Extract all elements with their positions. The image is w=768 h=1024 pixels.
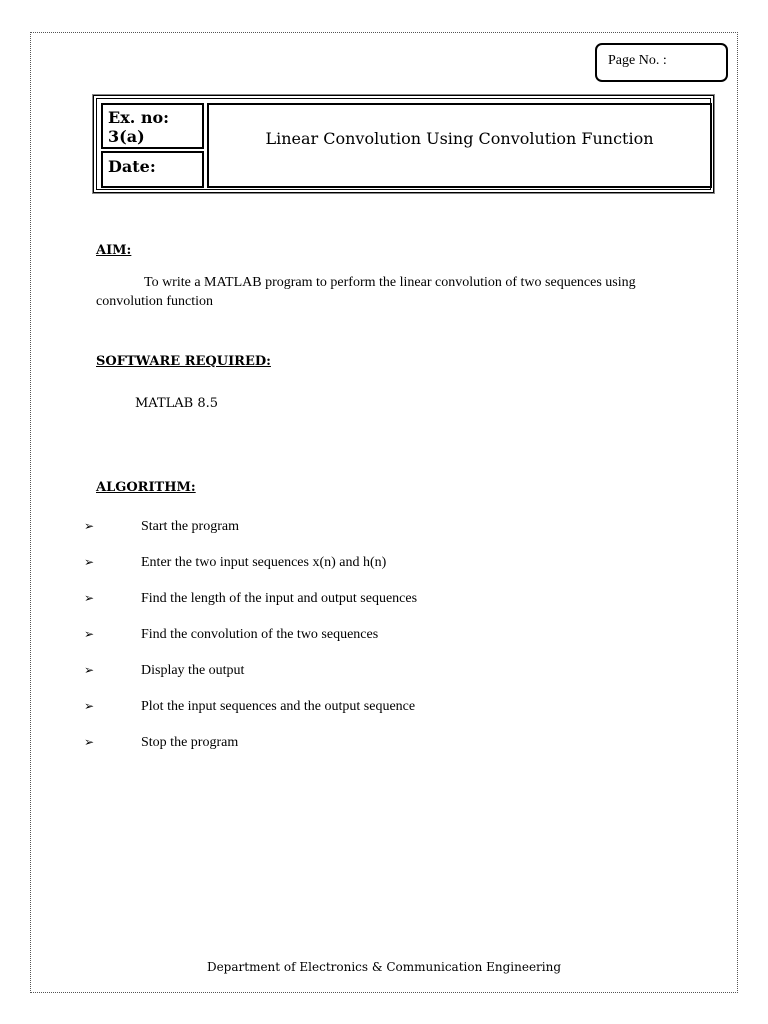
arrowhead-bullet-icon: ➢ <box>84 699 95 713</box>
algorithm-step-text: Plot the input sequences and the output sequence <box>141 699 416 714</box>
exno-cell <box>101 103 204 149</box>
arrowhead-bullet-icon: ➢ <box>84 555 95 569</box>
experiment-title: Linear Convolution Using Convolution Function <box>265 129 654 148</box>
arrowhead-bullet-icon: ➢ <box>84 519 95 533</box>
arrowhead-bullet-icon: ➢ <box>84 591 95 605</box>
arrowhead-bullet-icon: ➢ <box>84 627 95 641</box>
algorithm-step-text: Display the output <box>141 663 245 678</box>
page-number-label: Page No. : <box>608 53 667 68</box>
date-label: Date: <box>108 157 156 176</box>
software-item: MATLAB 8.5 <box>135 396 219 411</box>
algorithm-step-text: Stop the program <box>141 735 239 750</box>
page-number-box <box>595 43 728 82</box>
aim-text: To write a MATLAB program to perform the linear convolution of two sequences using convolution function <box>96 275 636 309</box>
software-heading: SOFTWARE REQUIRED: <box>96 354 271 369</box>
algorithm-step-text: Enter the two input sequences x(n) and h(n) <box>141 555 387 570</box>
department-footer: Department of Electronics & Communication Engineering <box>206 960 562 974</box>
algorithm-step-text: Find the length of the input and output sequences <box>141 591 418 606</box>
algorithm-step-text: Start the program <box>141 519 239 534</box>
algorithm-step-text: Find the convolution of the two sequences <box>141 627 379 642</box>
date-cell <box>101 151 204 188</box>
arrowhead-bullet-icon: ➢ <box>84 735 95 749</box>
aim-heading: AIM: <box>96 243 132 258</box>
exno-label: Ex. no: 3(a) <box>108 108 170 146</box>
algorithm-heading: ALGORITHM: <box>96 480 196 495</box>
title-cell <box>207 103 712 188</box>
experiment-header-table <box>93 95 714 193</box>
arrowhead-bullet-icon: ➢ <box>84 663 95 677</box>
